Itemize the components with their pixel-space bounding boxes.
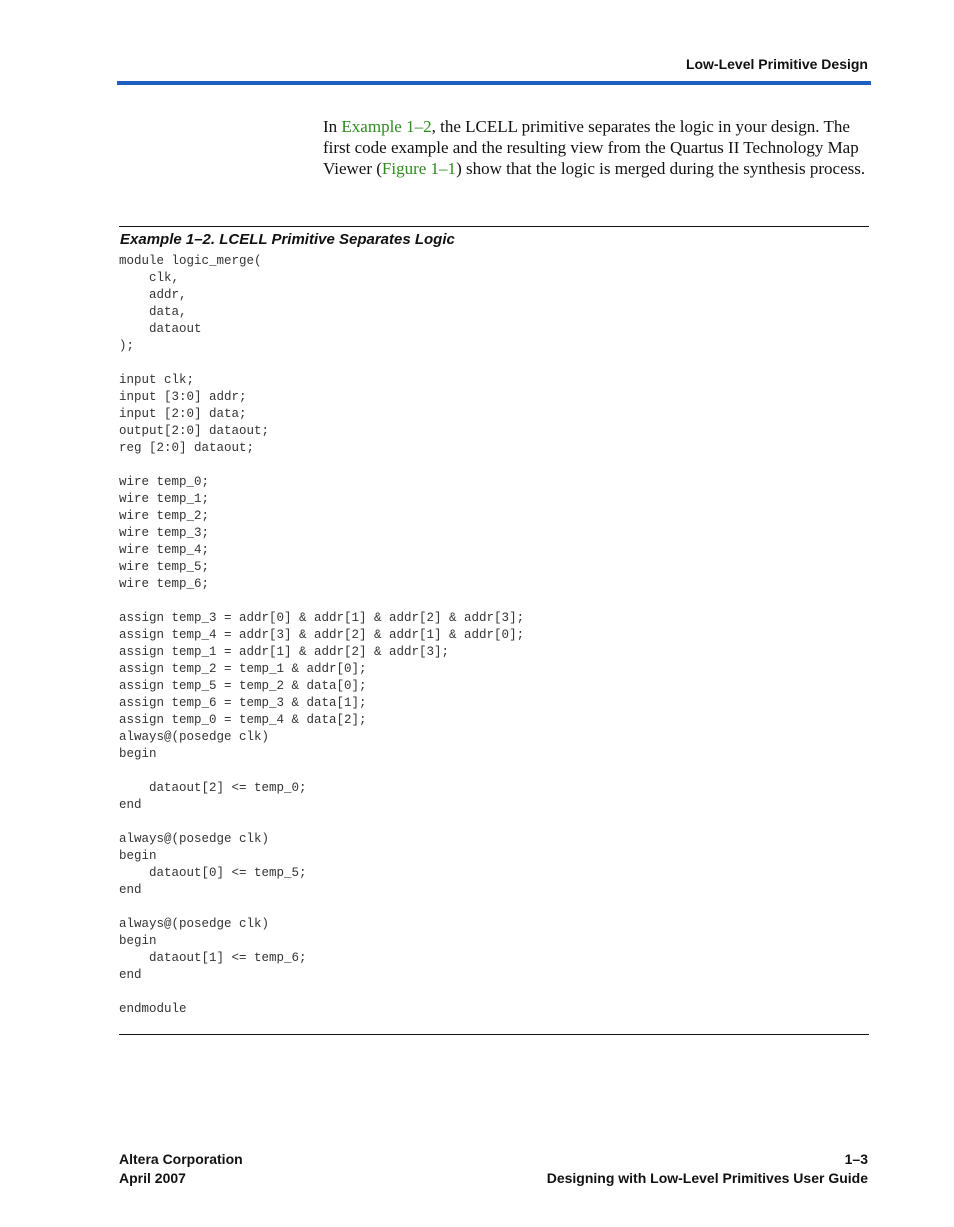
intro-paragraph [323,116,873,179]
figure-link[interactable]: Figure 1–1 [381,159,457,178]
intro-text-2: , the LCELL primitive separates the logic in your design. The first code example and the resulting view from the Quartus II Technology Map Viewer ( [323,117,859,178]
header-rule [117,81,871,85]
page-number: 1–3 [844,1151,868,1167]
intro-text-3: ) show that the logic is merged during the synthesis process. [456,159,866,178]
example-top-rule [119,226,869,227]
code-listing: module logic_merge( clk, addr, data, dataout ); input clk; input [3:0] addr; input [2:0] data; output[2:0] dataout; reg [2:0] dataout; wire temp_0; wire temp_1; wire temp_2; wire temp_3; wire temp_4; wire temp_5; wire temp_6; assign temp_3 = addr[0] & addr[1] & addr[2] & addr[3]; assign temp_4 = addr[3] & addr[2] & addr[1] & addr[0]; assign temp_1 = addr[1] & addr[2] & addr[3]; assign temp_2 = temp_1 & addr[0]; assign temp_5 = temp_2 & data[0]; assign temp_6 = temp_3 & data[1]; assign temp_0 = temp_4 & data[2]; always@(posedge clk) begin dataout[2] <= temp_0; end always@(posedge clk) begin dataout[0] <= temp_5; end always@(posedge clk) begin dataout[1] <= temp_6; end endmodule [119,254,525,1016]
footer-date: April 2007 [119,1170,186,1186]
intro-text-1: In [323,117,342,136]
footer-guide-title: Designing with Low-Level Primitives User Guide [546,1170,868,1186]
example-link[interactable]: Example 1–2 [341,117,432,136]
footer-left [119,1150,243,1188]
running-header: Low-Level Primitive Design [685,56,868,72]
footer-right [547,1150,868,1188]
example-bottom-rule [119,1034,869,1035]
example-caption: Example 1–2. LCELL Primitive Separates Logic [120,231,455,248]
footer-company: Altera Corporation [119,1151,243,1167]
